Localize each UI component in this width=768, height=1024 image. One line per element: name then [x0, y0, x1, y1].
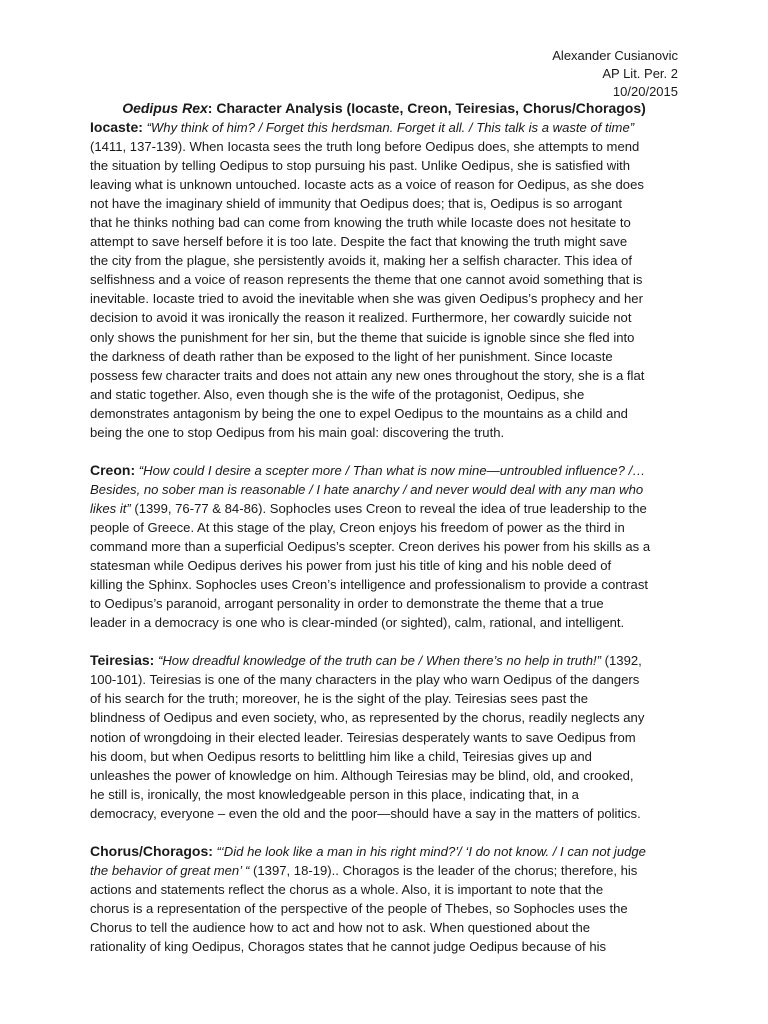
iocaste-text: demonstrates antagonism by being the one to expel Oedipus to the mountains as a child and [90, 405, 628, 421]
teiresias-text: his doom, but when Oedipus resorts to belittling him like a child, Teiresias gives up and [90, 748, 592, 764]
iocaste-text: that he thinks nothing bad can come from knowing the truth while Iocaste does not hesitate to [90, 215, 631, 231]
iocaste-text: decision to avoid it was ironically the reason it realized. Furthermore, her cowardly suicide not [90, 310, 632, 326]
creon-line [90, 499, 680, 518]
chorus-line [90, 899, 680, 918]
creon-line [90, 461, 680, 480]
creon-line [90, 480, 680, 499]
chorus-line [90, 842, 680, 861]
creon-line [90, 556, 680, 575]
teiresias-text: notion of wrongdoing in their elected leader. Teiresias desperately wants to save Oedipus from [90, 729, 636, 745]
chorus-line [90, 861, 680, 880]
creon-quote: Besides, no sober man is reasonable / I hate anarchy / and never would deal with any man who [90, 481, 644, 497]
iocaste-line [90, 118, 680, 137]
teiresias-line [90, 708, 680, 727]
iocaste-line [90, 385, 680, 404]
document-body [90, 118, 680, 956]
creon-text: statesman while Oedipus derives his power from just his title of king and his noble deed of [90, 558, 612, 574]
teiresias-text: democracy, everyone – even the old and the poor—should have a say in the matters of politics. [90, 805, 641, 821]
teiresias-text: he still is, ironically, the most knowledgeable person in this place, indicating that, in a [90, 786, 579, 802]
chorus-heading: Chorus/Choragos: [90, 842, 213, 859]
teiresias-line [90, 804, 680, 823]
teiresias-paragraph [90, 651, 680, 822]
creon-quote: likes it” [90, 500, 131, 516]
teiresias-text: blindness of Oedipus and even society, who, as represented by the chorus, readily neglects any [90, 710, 645, 726]
creon-line [90, 575, 680, 594]
iocaste-quote: “Why think of him? / Forget this herdsman. Forget it all. / This talk is a waste of time” [146, 120, 635, 135]
iocaste-text: the city from the plague, she persistently avoids it, making her a selfish character. This idea of [90, 253, 632, 269]
class-period: AP Lit. Per. 2 [602, 66, 678, 81]
teiresias-line [90, 651, 680, 670]
teiresias-text: 100-101). Teiresias is one of the many characters in the play who warn Oedipus of the dangers [90, 672, 640, 688]
iocaste-line [90, 347, 680, 366]
teiresias-line [90, 689, 680, 708]
iocaste-text: selfishness and a voice of reason represents the theme that one cannot avoid something that is [90, 272, 643, 288]
document-date: 10/20/2015 [612, 84, 678, 99]
iocaste-line [90, 404, 680, 423]
creon-line [90, 613, 680, 632]
document-header [552, 47, 678, 101]
iocaste-line [90, 213, 680, 232]
iocaste-heading: Iocaste: [90, 119, 143, 135]
iocaste-text: and static together. Also, even though she is the wife of the protagonist, Oedipus, she [90, 386, 585, 402]
iocaste-line [90, 137, 680, 156]
iocaste-line [90, 232, 680, 251]
chorus-text: Chorus to tell the audience how to act and how not to ask. When questioned about the [90, 919, 591, 935]
iocaste-text: the situation by telling Oedipus to stop pursuing his past. Unlike Oedipus, she is satisfied with [90, 158, 631, 174]
play-title: Oedipus Rex [122, 100, 208, 116]
creon-heading: Creon: [90, 461, 136, 478]
chorus-text: (1397, 18-19).. Choragos is the leader of the chorus; therefore, his [249, 862, 638, 878]
creon-quote: “How could I desire a scepter more / Than what is now mine—untroubled influence? /… [138, 462, 646, 478]
iocaste-line [90, 308, 680, 327]
chorus-line [90, 918, 680, 937]
iocaste-line [90, 194, 680, 213]
iocaste-line [90, 251, 680, 270]
teiresias-line [90, 747, 680, 766]
iocaste-line [90, 156, 680, 175]
iocaste-text: attempt to save herself before it is too late. Despite the fact that knowing the truth might save [90, 234, 628, 250]
document-title [0, 99, 768, 117]
teiresias-text: unleashes the power of knowledge on him. Although Teiresias may be blind, old, and crooked, [90, 767, 634, 783]
creon-text: to Oedipus’s paranoid, arrogant personality in order to demonstrate the theme that a true [90, 596, 604, 612]
iocaste-text: inevitable. Iocaste tried to avoid the inevitable when she was given Oedipus’s prophecy and her [90, 291, 643, 307]
creon-paragraph [90, 461, 680, 632]
teiresias-line [90, 766, 680, 785]
creon-text: people of Greece. At this stage of the play, Creon enjoys his freedom of power as the third in [90, 519, 625, 535]
creon-text: command more than a superficial Oedipus’s scepter. Creon derives his power from his skills as a [90, 539, 651, 555]
iocaste-text: possess few character traits and does not attain any new ones throughout the story, she is a flat [90, 367, 645, 383]
chorus-text: chorus is a representation of the perspective of the people of Thebes, so Sophocles uses the [90, 900, 628, 916]
chorus-line [90, 880, 680, 899]
iocaste-text: not have the imaginary shield of immunity that Oedipus does; that is, Oedipus is so arrogant [90, 196, 623, 212]
creon-line [90, 537, 680, 556]
iocaste-line [90, 366, 680, 385]
creon-line [90, 518, 680, 537]
teiresias-line [90, 728, 680, 747]
teiresias-text: of his search for the truth; moreover, he is the sight of the play. Teiresias sees past the [90, 691, 589, 707]
chorus-quote: the behavior of great men’ “ [90, 862, 250, 878]
iocaste-text: being the one to stop Oedipus from his main goal: discovering the truth. [90, 424, 505, 440]
title-rest: : Character Analysis (Iocaste, Creon, Teiresias, Chorus/Choragos) [207, 100, 646, 116]
chorus-quote: “‘Did he look like a man in his right mind?’/ ‘I do not know. / I can not judge [216, 843, 646, 859]
iocaste-line [90, 423, 680, 442]
iocaste-line [90, 270, 680, 289]
iocaste-line [90, 328, 680, 347]
iocaste-paragraph [90, 118, 680, 442]
teiresias-quote: “How dreadful knowledge of the truth can be / When there’s no help in truth!” [157, 653, 602, 669]
chorus-text: rationality of king Oedipus, Choragos states that he cannot judge Oedipus because of his [90, 939, 607, 955]
creon-text: (1399, 76-77 & 84-86). Sophocles uses Creon to reveal the idea of true leadership to the [130, 500, 647, 516]
iocaste-text: the darkness of death rather than be exposed to the light of her punishment. Since Iocaste [90, 348, 613, 364]
teiresias-line [90, 785, 680, 804]
chorus-text: actions and statements reflect the chorus as a whole. Also, it is important to note that the [90, 881, 604, 897]
iocaste-line [90, 289, 680, 308]
chorus-paragraph [90, 842, 680, 956]
iocaste-text: only shows the punishment for her sin, but the theme that suicide is ignoble since she fled into [90, 329, 635, 345]
teiresias-line [90, 670, 680, 689]
iocaste-text: (1411, 137-139). When Iocasta sees the truth long before Oedipus does, she attempts to mend [90, 139, 640, 155]
chorus-line [90, 937, 680, 956]
creon-text: killing the Sphinx. Sophocles uses Creon’s intelligence and professionalism to provide a contrast [90, 577, 649, 593]
teiresias-heading: Teiresias: [90, 652, 155, 669]
iocaste-line [90, 175, 680, 194]
author-name: Alexander Cusianovic [552, 48, 678, 63]
iocaste-text: leaving what is unknown untouched. Iocaste acts as a voice of reason for Oedipus, as she does [90, 177, 644, 193]
creon-text: leader in a democracy is one who is clear-minded (or sighted), calm, rational, and intelligent. [90, 615, 625, 631]
teiresias-text: (1392, [601, 653, 642, 669]
creon-line [90, 594, 680, 613]
